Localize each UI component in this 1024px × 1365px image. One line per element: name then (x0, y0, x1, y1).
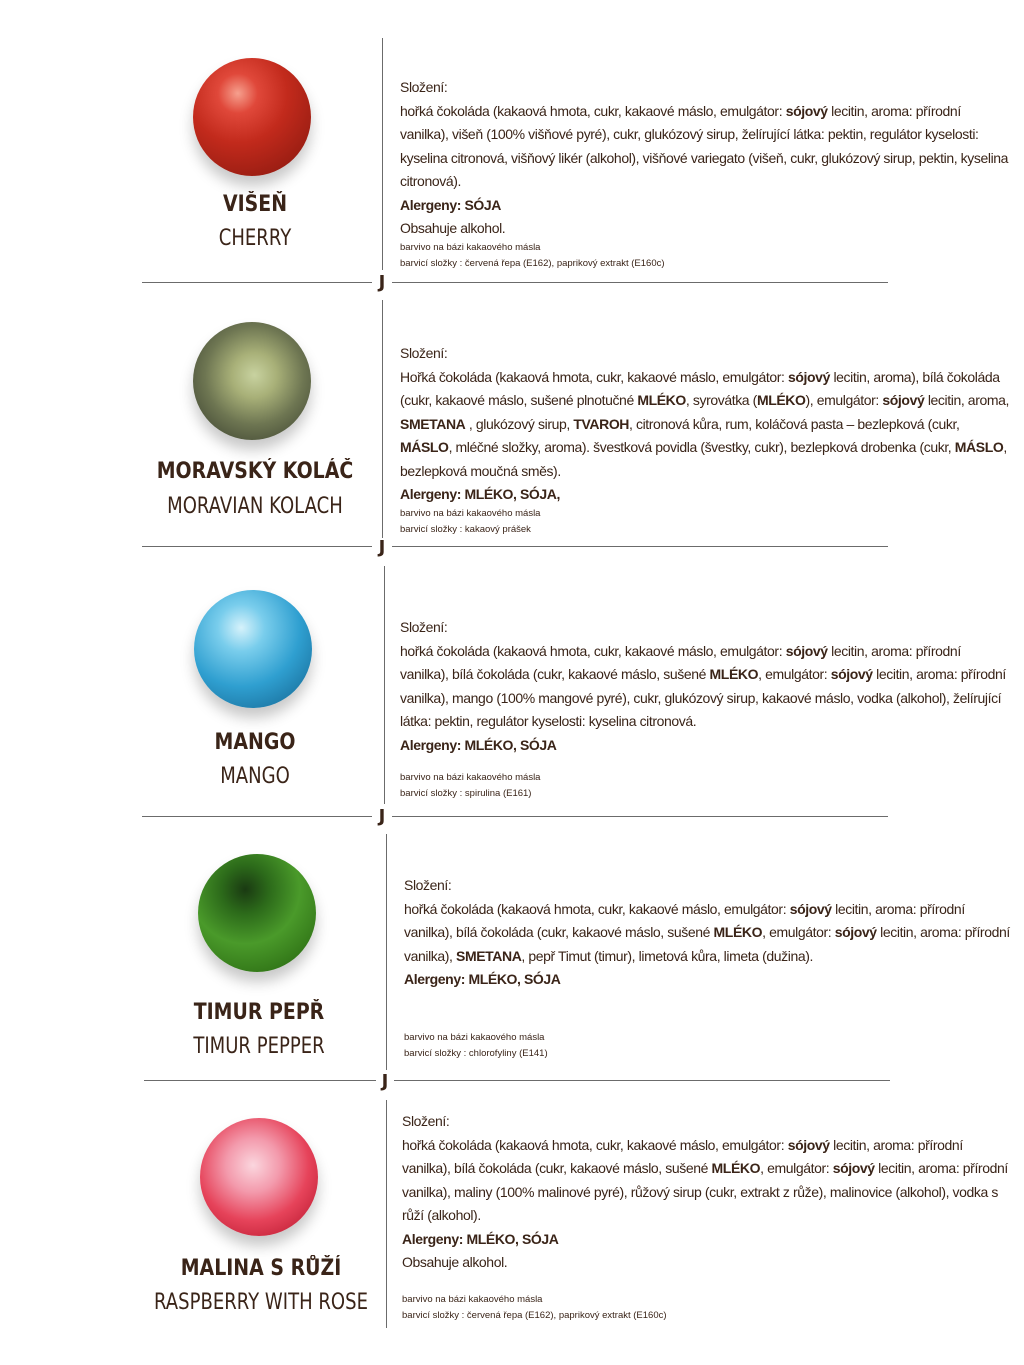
bonbon-image-moravian-kolach (193, 322, 311, 440)
colorant-base: barvivo na bázi kakaového másla (400, 242, 541, 253)
ingredients-label: Složení: (402, 1113, 450, 1129)
horizontal-divider (392, 546, 888, 547)
horizontal-divider (144, 1080, 376, 1081)
divider-mark-icon: J (381, 1071, 389, 1092)
horizontal-divider (392, 282, 888, 283)
ingredient-text: , glukózový sirup, (465, 415, 574, 432)
colorant-info (404, 1030, 804, 1062)
divider-mark-icon: J (378, 537, 386, 558)
horizontal-divider (142, 546, 372, 547)
allergen-highlight: SMETANA (456, 947, 522, 964)
ingredients-text (400, 616, 1010, 757)
product-name-cz: MORAVSKÝ KOLÁČ (156, 459, 354, 484)
horizontal-divider (142, 816, 372, 817)
colorant-base: barvivo na bázi kakaového másla (404, 1032, 545, 1043)
ingredient-text: lecitin, aroma: přírodní vanilka), mango (100% mangové pyré), cukr, glukózový sirup, kakaové máslo, vodka (alkohol), želírující látka: pektin, regulátor kyselosti: kyselina citronová. (400, 666, 1006, 729)
colorant-components: barvicí složky : chlorofyliny (E141) (404, 1048, 548, 1059)
product-name-cz: MALINA S RŮŽÍ (180, 1256, 342, 1281)
product-name-cz: VIŠEŇ (222, 192, 288, 217)
allergen-highlight: MLÉKO (709, 666, 759, 682)
colorant-base: barvivo na bázi kakaového másla (400, 772, 541, 783)
product-name-en: MANGO (220, 764, 290, 789)
allergens: Alergeny: MLÉKO, SÓJA (400, 736, 557, 753)
ingredient-text: , bezlepková moučná směs). (400, 439, 1007, 479)
allergens: Alergeny: MLÉKO, SÓJA, (400, 486, 561, 502)
ingredient-text: lecitin, aroma: přírodní vanilka), bílá čokoláda (cukr, kakaové máslo, sušené (400, 642, 961, 682)
allergen-highlight: MLÉKO (713, 924, 763, 940)
ingredient-text: , mléčné složky, aroma). švestková povidla (švestky, cukr), bezlepková drobenka (cukr, (448, 439, 955, 455)
ingredients-label: Složení: (404, 877, 452, 893)
allergens: Alergeny: SÓJA (400, 196, 501, 213)
ingredient-text: , pepř Timut (timur), limetová kůra, limeta (dužina). (521, 947, 813, 964)
ingredient-text: lecitin, aroma: přírodní vanilka), maliny (100% malinové pyré), růžový sirup (cukr, extrakt z růže), malinovice (alkohol), vodka s růží (alkohol). (402, 1160, 1008, 1223)
allergen-highlight: sójový (785, 102, 828, 119)
ingredients-text (400, 342, 1010, 507)
horizontal-divider (142, 282, 372, 283)
product-name-en: MORAVIAN KOLACH (167, 494, 343, 519)
ingredient-text: lecitin, aroma: přírodní vanilka), bílá čokoláda (cukr, kakaové máslo, sušené (402, 1136, 963, 1176)
allergen-highlight: MÁSLO (954, 439, 1004, 455)
ingredient-text: lecitin, aroma, (924, 392, 1009, 408)
ingredients-list (400, 643, 1006, 730)
colorant-components: barvicí složky : spirulina (E161) (400, 788, 532, 799)
allergens: Alergeny: MLÉKO, SÓJA (402, 1230, 559, 1247)
colorant-components: barvicí složky : červená řepa (E162), paprikový extrakt (E160c) (400, 258, 665, 269)
colorant-info (400, 240, 800, 272)
ingredients-text (402, 1110, 1012, 1275)
product-name-cz: TIMUR PEPŘ (193, 1000, 325, 1025)
product-name-cz: MANGO (214, 730, 296, 755)
ingredient-text: lecitin, aroma: přírodní vanilka), višeň (100% višňové pyré), cukr, glukózový sirup, želírující látka: pektin, regulátor kyselosti: kyselina citronová, višňový likér (alkohol), višňové variegato (višeň, cukr, glukózový sirup, pektin, kyselina citronová). (400, 102, 1009, 189)
allergen-highlight: MLÉKO (756, 392, 806, 408)
ingredients-label: Složení: (400, 79, 448, 95)
bonbon-image-cherry (193, 58, 311, 176)
ingredients-list (404, 901, 1010, 964)
ingredients-list (400, 103, 1008, 190)
ingredient-text: , emulgátor: (758, 666, 831, 682)
product-name-en: RASPBERRY WITH ROSE (154, 1290, 368, 1315)
ingredient-text: ), emulgátor: (805, 392, 883, 408)
allergen-highlight: sójový (832, 1160, 875, 1176)
allergen-highlight: sójový (787, 1136, 830, 1153)
bonbon-image-timur-pepper (198, 854, 316, 972)
allergen-highlight: sójový (789, 900, 832, 917)
allergen-highlight: sójový (834, 924, 877, 940)
allergen-highlight: MÁSLO (400, 439, 449, 455)
allergen-highlight: sójový (785, 642, 828, 659)
colorant-components: barvicí složky : kakaový prášek (400, 524, 531, 535)
allergen-highlight: MLÉKO (711, 1160, 761, 1176)
allergen-highlight: TVAROH (573, 415, 630, 432)
alcohol-note: Obsahuje alkohol. (402, 1254, 508, 1270)
ingredient-text: hořká čokoláda (kakaová hmota, cukr, kakaové máslo, emulgátor: (400, 102, 786, 119)
ingredient-text: lecitin, aroma: přírodní vanilka), bílá čokoláda (cukr, kakaové máslo, sušené (404, 900, 965, 940)
allergen-highlight: sójový (788, 368, 830, 385)
ingredients-text (400, 76, 1010, 241)
ingredient-text: , emulgátor: (762, 924, 835, 940)
allergen-highlight: sójový (882, 392, 925, 408)
horizontal-divider (392, 816, 888, 817)
colorant-base: barvivo na bázi kakaového másla (402, 1294, 543, 1305)
ingredient-text: , citronová kůra, rum, koláčová pasta – bezlepková (cukr, (629, 415, 960, 432)
horizontal-divider (394, 1080, 890, 1081)
divider-mark-icon: J (378, 272, 386, 293)
colorant-info (402, 1292, 802, 1324)
ingredient-text: lecitin, aroma), bílá čokoláda (cukr, kakaové máslo, sušené plnotučné (400, 368, 1000, 408)
ingredients-text (404, 874, 1014, 992)
allergens: Alergeny: MLÉKO, SÓJA (404, 971, 561, 987)
ingredients-list (400, 369, 1009, 479)
ingredient-text: hořká čokoláda (kakaová hmota, cukr, kakaové máslo, emulgátor: (402, 1136, 788, 1153)
colorant-info (400, 770, 800, 802)
ingredient-text: , syrovátka ( (685, 392, 757, 408)
allergen-highlight: MLÉKO (637, 392, 686, 408)
colorant-base: barvivo na bázi kakaového másla (400, 508, 541, 519)
ingredients-list (402, 1137, 1008, 1224)
colorant-components: barvicí složky : červená řepa (E162), paprikový extrakt (E160c) (402, 1310, 667, 1321)
colorant-info (400, 506, 800, 538)
bonbon-image-raspberry-rose (200, 1118, 318, 1236)
alcohol-note: Obsahuje alkohol. (400, 220, 506, 236)
bonbon-image-mango (194, 590, 312, 708)
product-name-en: CHERRY (218, 226, 292, 251)
ingredient-text: Hořká čokoláda (kakaová hmota, cukr, kakaové máslo, emulgátor: (400, 368, 788, 385)
ingredients-label: Složení: (400, 345, 448, 361)
divider-mark-icon: J (378, 806, 386, 827)
ingredient-text: , emulgátor: (760, 1160, 833, 1176)
ingredient-text: hořká čokoláda (kakaová hmota, cukr, kakaové máslo, emulgátor: (400, 642, 786, 659)
allergen-highlight: SMETANA (400, 415, 466, 432)
ingredient-text: hořká čokoláda (kakaová hmota, cukr, kakaové máslo, emulgátor: (404, 900, 790, 917)
ingredient-text: lecitin, aroma: přírodní vanilka), (404, 924, 1010, 964)
ingredients-label: Složení: (400, 619, 448, 635)
product-name-en: TIMUR PEPPER (193, 1034, 325, 1059)
allergen-highlight: sójový (830, 666, 873, 682)
